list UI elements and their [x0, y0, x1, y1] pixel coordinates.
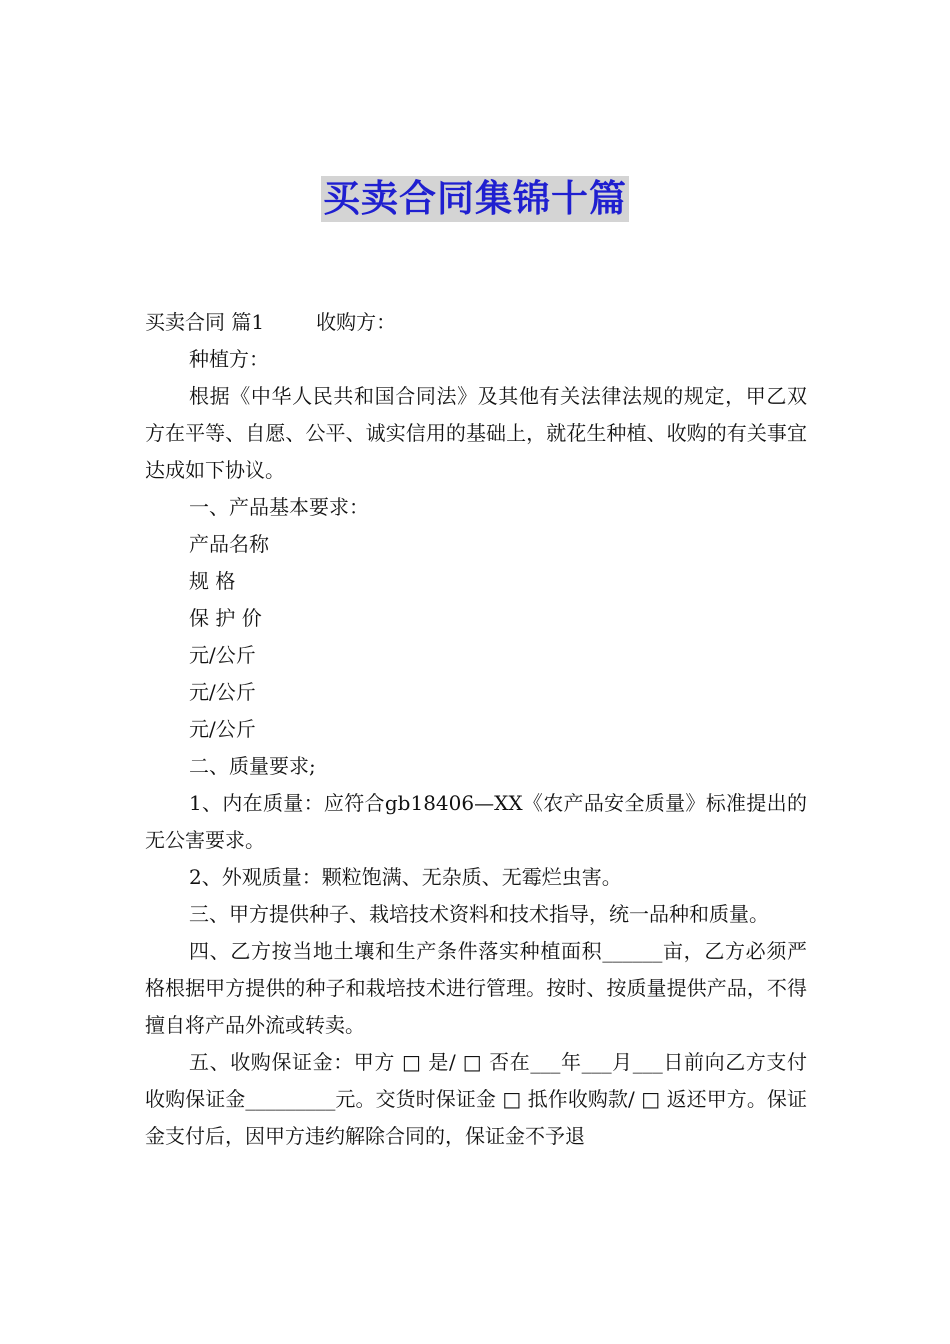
paragraph: 保 护 价: [189, 606, 262, 630]
buyer-party-label: 收购方：: [316, 310, 397, 334]
document-body: [145, 304, 807, 1155]
title-container: [0, 176, 950, 222]
paragraph: 元/公斤: [189, 717, 256, 741]
paragraph: 五、收购保证金：甲方 □ 是/ □ 否在___年___月___日前向乙方支付收购保证金_________元。交货时保证金 □ 抵作收购款/ □ 返还甲方。保证金支付后，因甲方违约解除合同的，保证金不予退: [145, 1050, 807, 1148]
paragraph: 二、质量要求;: [189, 754, 316, 778]
paragraph: 元/公斤: [189, 680, 256, 704]
paragraph: 元/公斤: [189, 643, 256, 667]
paragraph: 种植方：: [189, 347, 269, 371]
document-title: 买卖合同集锦十篇: [323, 177, 627, 220]
contract-heading-line: [145, 304, 807, 341]
paragraph: 2、外观质量：颗粒饱满、无杂质、无霉烂虫害。: [189, 865, 622, 889]
contract-heading-label: 买卖合同 篇1: [145, 310, 265, 334]
paragraph: 三、甲方提供种子、栽培技术资料和技术指导，统一品种和质量。: [189, 902, 769, 926]
paragraph: 一、产品基本要求：: [189, 495, 369, 519]
paragraph: 四、乙方按当地土壤和生产条件落实种植面积______亩，乙方必须严格根据甲方提供的种子和栽培技术进行管理。按时、按质量提供产品，不得擅自将产品外流或转卖。: [145, 939, 807, 1037]
paragraph: 产品名称: [189, 532, 269, 556]
paragraph: 规 格: [189, 569, 236, 593]
paragraph: 1、内在质量：应符合gb18406—XX《农产品安全质量》标准提出的无公害要求。: [145, 791, 807, 852]
paragraph: 根据《中华人民共和国合同法》及其他有关法律法规的规定，甲乙双方在平等、自愿、公平、诚实信用的基础上，就花生种植、收购的有关事宜达成如下协议。: [145, 384, 807, 482]
